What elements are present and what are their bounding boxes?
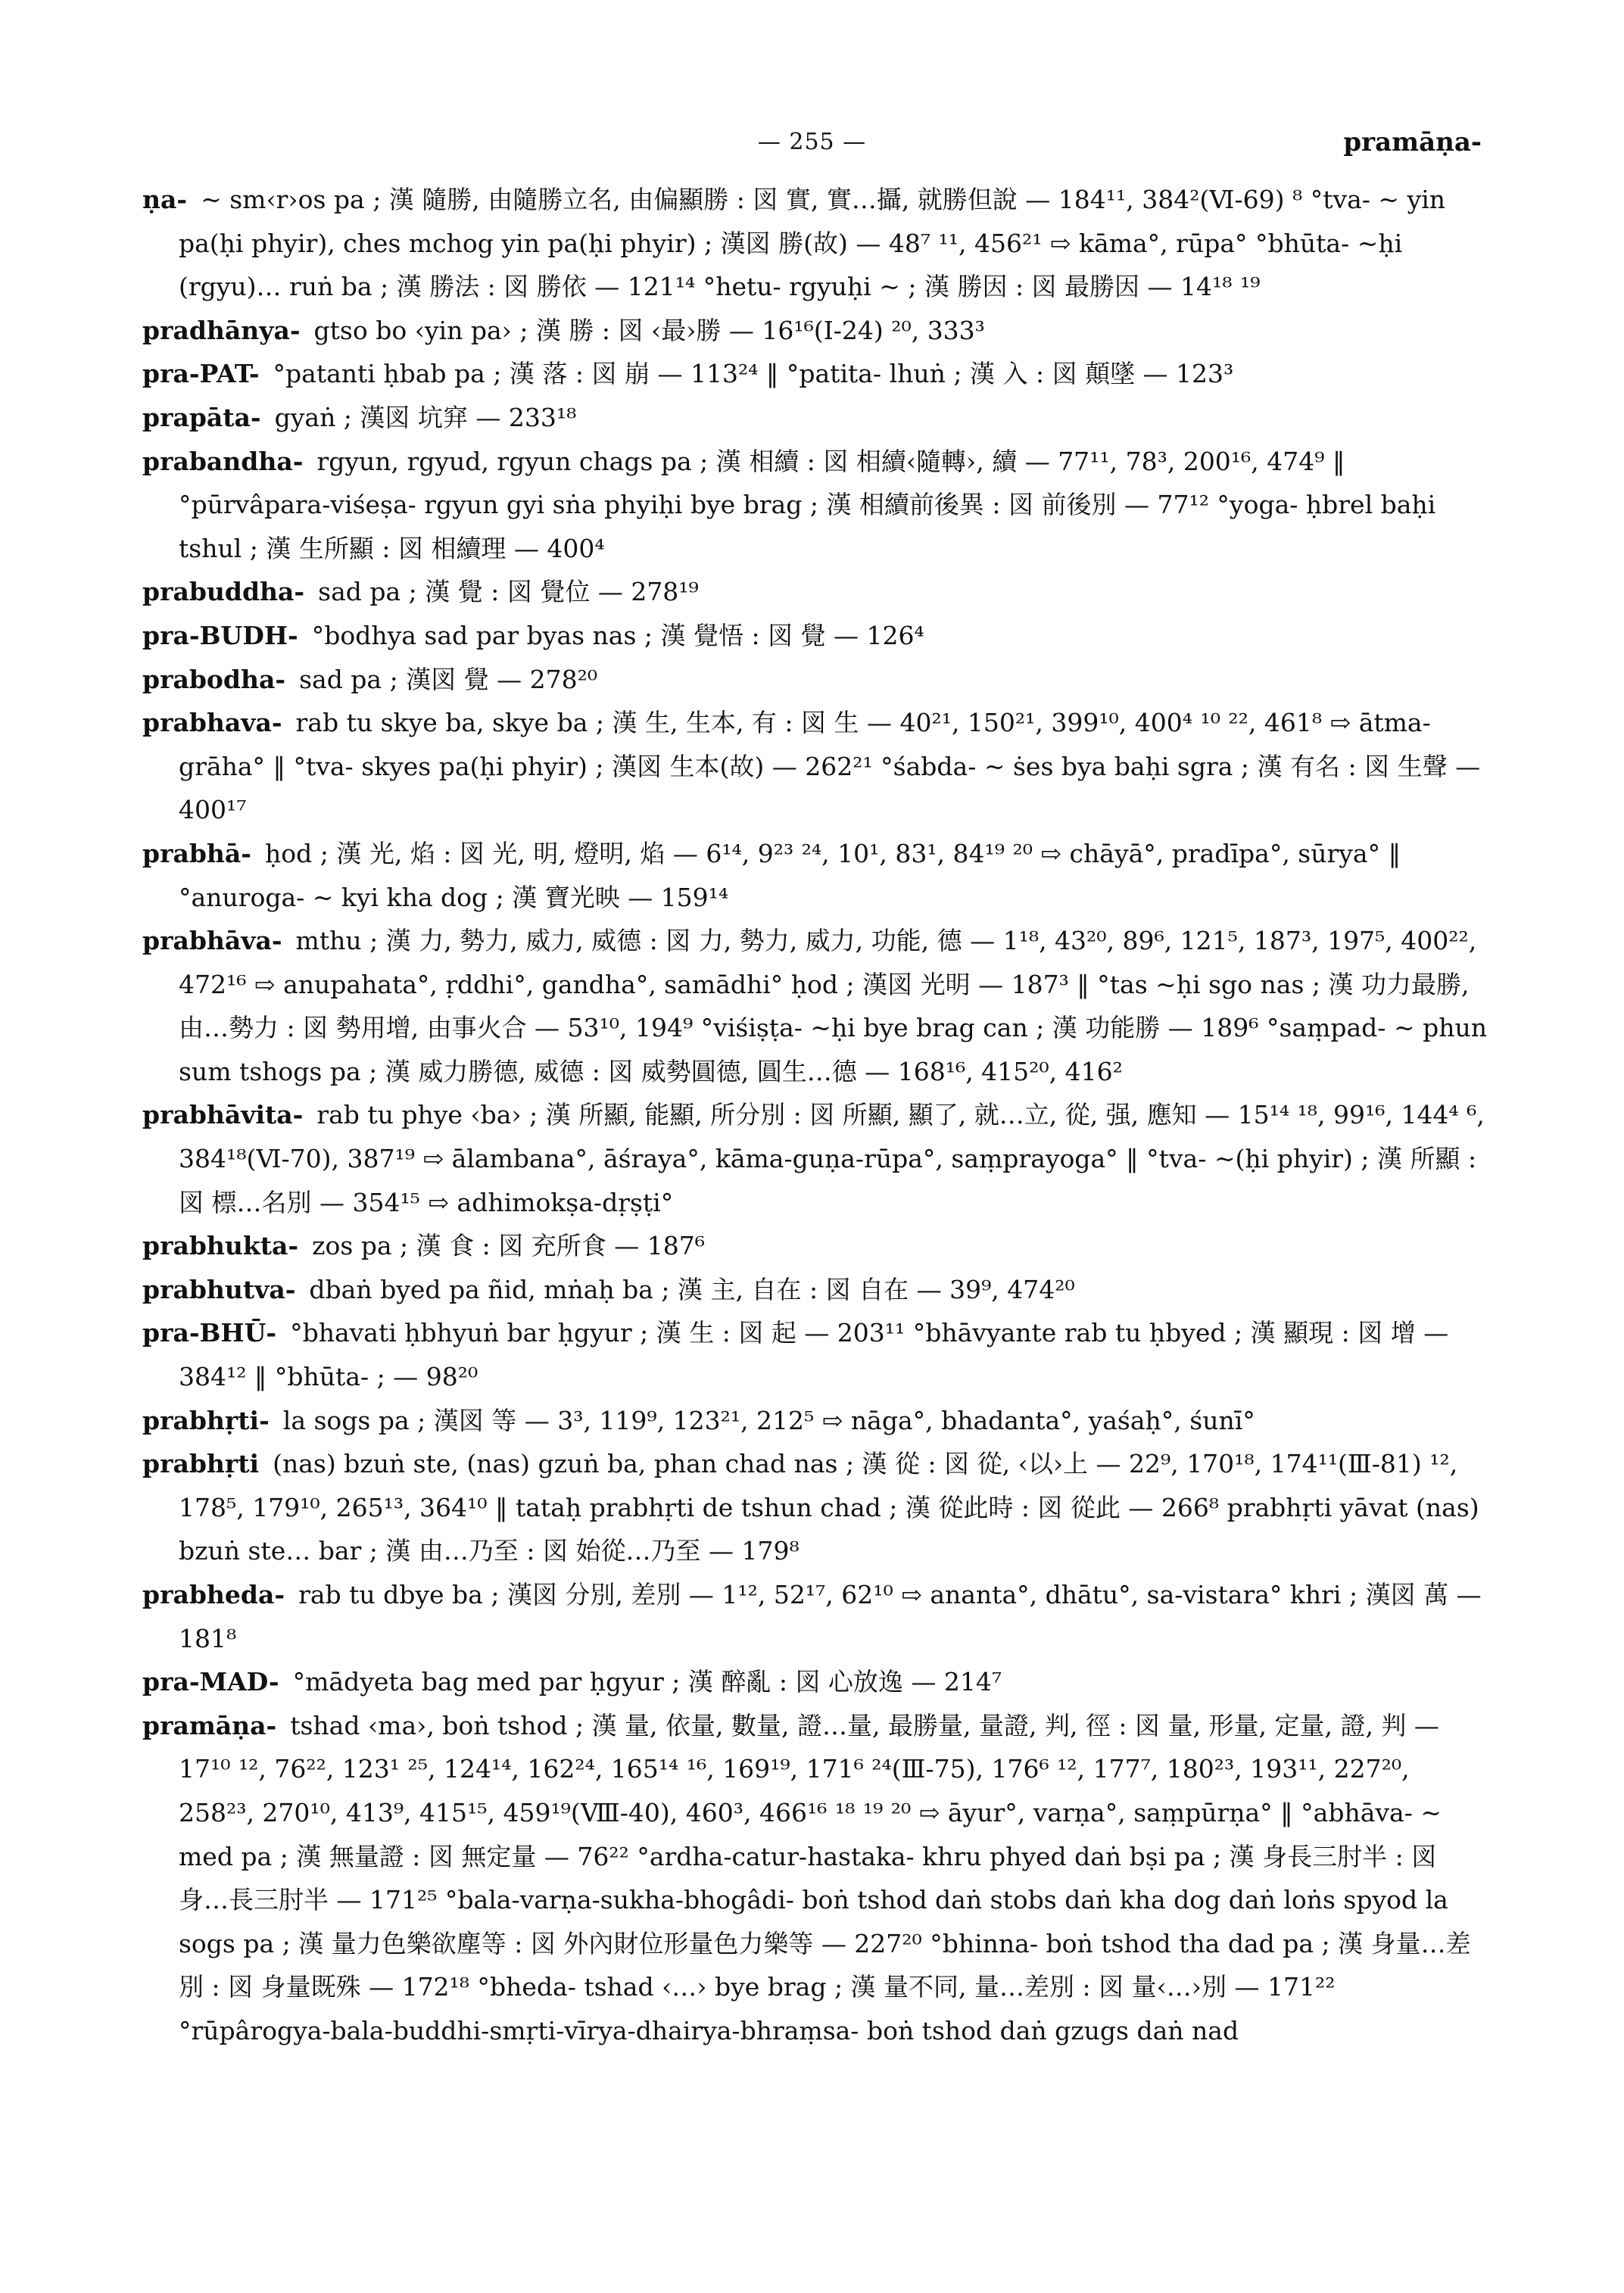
dictionary-entry [142, 178, 1490, 309]
entry-body: (nas) bzuṅ ste, (nas) gzuṅ ba, phan chad nas ; 漢 從 : 図 從, ‹以›上 — 22⁹, 170¹⁸, 174¹¹(Ⅲ-81) ¹², 178⁵, 179¹⁰, 265¹³, 364¹⁰ ‖ tataḥ prabhṛti de tshun chad ; 漢 從此時 : 図 從此 — 266⁸ prabhṛti yāvat (nas) bzuṅ ste… bar ; 漢 由…乃至 : 図 始從…乃至 — 179⁸ [179, 1449, 1479, 1566]
entry-headword: prabhāvita- [142, 1100, 304, 1130]
dictionary-entry [142, 919, 1490, 1093]
entry-body: zos pa ; 漢 食 : 図 充所食 — 187⁶ [312, 1231, 705, 1261]
entry-headword: prabhā- [142, 838, 251, 868]
dictionary-entry [142, 1704, 1490, 2053]
entry-headword: prabhṛti- [142, 1405, 270, 1435]
entry-body: rab tu phye ‹ba› ; 漢 所顯, 能顯, 所分別 : 図 所顯, 顯了, 就…立, 從, 强, 應知 — 15¹⁴ ¹⁸, 99¹⁶, 144⁴ ⁶, 384¹⁸(Ⅵ-70), 387¹⁹ ⇨ ālambana°, āśraya°, kāma-guṇa-rūpa°, saṃprayoga° ‖ °tva- ~(ḥi phyir) ; 漢 所顯 : 図 標…名別 — 354¹⁵ ⇨ adhimokṣa-dṛṣṭi° [179, 1100, 1485, 1217]
dictionary-entry [142, 1399, 1490, 1443]
entry-body: °mādyeta bag med par ḥgyur ; 漢 醉亂 : 図 心放逸 — 214⁷ [292, 1667, 1002, 1697]
entry-headword: prabuddha- [142, 577, 305, 607]
entry-body: ḥod ; 漢 光, 焰 : 図 光, 明, 燈明, 焰 — 6¹⁴, 9²³ ²⁴, 10¹, 83¹, 84¹⁹ ²⁰ ⇨ chāyā°, pradīpa°, sūrya° ‖ °anuroga- ~ kyi kha dog ; 漢 寶光映 — 159¹⁴ [179, 838, 1401, 912]
dictionary-entry [142, 1442, 1490, 1573]
entry-body: rab tu skye ba, skye ba ; 漢 生, 生本, 有 : 図 生 — 40²¹, 150²¹, 399¹⁰, 400⁴ ¹⁰ ²², 461⁸ ⇨ ātma-grāha° ‖ °tva- skyes pa(ḥi phyir) ; 漢図 生本(故) — 262²¹ °śabda- ~ ṡes bya baḥi sgra ; 漢 有名 : 図 生聲 — 400¹⁷ [179, 708, 1481, 825]
entry-list [142, 178, 1490, 2053]
entry-body: rgyun, rgyud, rgyun chags pa ; 漢 相續 : 図 相續‹隨轉›, 續 — 77¹¹, 78³, 200¹⁶, 474⁹ ‖ °pūrvâpara-viśeṣa- rgyun gyi sṅa phyiḥi bye brag ; 漢 相續前後異 : 図 前後別 — 77¹² °yoga- ḥbrel baḥi tshul ; 漢 生所顯 : 図 相續理 — 400⁴ [179, 446, 1436, 563]
dictionary-entry [142, 396, 1490, 440]
entry-body: mthu ; 漢 力, 勢力, 威力, 威德 : 図 力, 勢力, 威力, 功能, 德 — 1¹⁸, 43²⁰, 89⁶, 121⁵, 187³, 197⁵, 400²², 472¹⁶ ⇨ anupahata°, ṛddhi°, gandha°, samādhi° ḥod ; 漢図 光明 — 187³ ‖ °tas ~ḥi sgo nas ; 漢 功力最勝, 由…勢力 : 図 勢用增, 由事火合 — 53¹⁰, 194⁹ °viśiṣṭa- ~ḥi bye brag can ; 漢 功能勝 — 189⁶ °saṃpad- ~ phun sum tshogs pa ; 漢 威力勝德, 威德 : 図 威勢圓德, 圓生…德 — 168¹⁶, 415²⁰, 416² [179, 926, 1487, 1086]
entry-headword: pra-BHŪ- [142, 1318, 277, 1348]
page-number: — 255 — [757, 129, 867, 155]
entry-headword: prabhukta- [142, 1231, 299, 1261]
entry-headword: pra-MAD- [142, 1667, 279, 1697]
entry-body: dbaṅ byed pa ñid, mṅaḥ ba ; 漢 主, 自在 : 図 自在 — 39⁹, 474²⁰ [309, 1274, 1075, 1304]
entry-headword: prabandha- [142, 446, 304, 476]
entry-body: la sogs pa ; 漢図 等 — 3³, 119⁹, 123²¹, 212⁵ ⇨ nāga°, bhadanta°, yaśaḥ°, śunī° [282, 1405, 1255, 1435]
entry-body: rab tu dbye ba ; 漢図 分別, 差別 — 1¹², 52¹⁷, 62¹⁰ ⇨ ananta°, dhātu°, sa-vistara° khri ; 漢図 萬 — 181⁸ [179, 1580, 1482, 1653]
entry-body: ~ sm‹r›os pa ; 漢 隨勝, 由隨勝立名, 由偏顯勝 : 図 實, 實…攝, 就勝但說 — 184¹¹, 384²(Ⅵ-69) ⁸ °tva- ~ yin pa(ḥi phyir), ches mchog yin pa(ḥi phyir) ; 漢図 勝(故) — 48⁷ ¹¹, 456²¹ ⇨ kāma°, rūpa° °bhūta- ~ḥi (rgyu)… ruṅ ba ; 漢 勝法 : 図 勝依 — 121¹⁴ °hetu- rgyuḥi ~ ; 漢 勝因 : 図 最勝因 — 14¹⁸ ¹⁹ [179, 185, 1446, 302]
entry-headword: ṇa- [142, 185, 188, 214]
dictionary-entry [142, 1311, 1490, 1398]
entry-body: tshad ‹ma›, boṅ tshod ; 漢 量, 依量, 數量, 證…量, 最勝量, 量證, 判, 徑 : 図 量, 形量, 定量, 證, 判 — 17¹⁰ ¹², 76²², 123¹ ²⁵, 124¹⁴, 162²⁴, 165¹⁴ ¹⁶, 169¹⁹, 171⁶ ²⁴(Ⅲ-75), 176⁶ ¹², 177⁷, 180²³, 193¹¹, 227²⁰, 258²³, 270¹⁰, 413⁹, 415¹⁵, 459¹⁹(Ⅷ-40), 460³, 466¹⁶ ¹⁸ ¹⁹ ²⁰ ⇨ āyur°, varṇa°, saṃpūrṇa° ‖ °abhāva- ~ med pa ; 漢 無量證 : 図 無定量 — 76²² °ardha-catur-hastaka- khru phyed daṅ bṣi pa ; 漢 身長三肘半 : 図 身…長三肘半 — 171²⁵ °bala-varṇa-sukha-bhogâdi- boṅ tshod daṅ stobs daṅ kha dog daṅ loṅs spyod la sogs pa ; 漢 量力色樂欲塵等 : 図 外內財位形量色力樂等 — 227²⁰ °bhinna- boṅ tshod tha dad pa ; 漢 身量…差別 : 図 身量既殊 — 172¹⁸ °bheda- tshad ‹…› bye brag ; 漢 量不同, 量…差別 : 図 量‹…›別 — 171²² °rūpârogya-bala-buddhi-smṛti-vīrya-dhairya-bhraṃsa- boṅ tshod daṅ gzugs daṅ nad [179, 1710, 1471, 2045]
dictionary-entry [142, 614, 1490, 658]
dictionary-entry [142, 570, 1490, 614]
dictionary-entry [142, 1224, 1490, 1268]
entry-body: sad pa ; 漢図 覺 — 278²⁰ [299, 664, 598, 694]
entry-headword: prapāta- [142, 402, 261, 432]
entry-headword: prabhutva- [142, 1274, 296, 1304]
entry-body: °bodhya sad par byas nas ; 漢 覺悟 : 図 覺 — 126⁴ [311, 620, 924, 650]
entry-body: °bhavati ḥbhyuṅ bar ḥgyur ; 漢 生 : 図 起 — 203¹¹ °bhāvyante rab tu ḥbyed ; 漢 顯現 : 図 增 — 384¹² ‖ °bhūta- ; — 98²⁰ [179, 1318, 1449, 1392]
entry-headword: prabheda- [142, 1580, 285, 1609]
running-head: pramāṇa- [1343, 127, 1482, 157]
dictionary-entry [142, 309, 1490, 353]
entry-body: sad pa ; 漢 覺 : 図 覺位 — 278¹⁹ [318, 577, 699, 607]
entry-headword: pra-BUDH- [142, 620, 298, 650]
entry-headword: pramāṇa- [142, 1710, 277, 1740]
dictionary-entry [142, 440, 1490, 571]
entry-headword: prabhṛti [142, 1449, 260, 1479]
dictionary-entry [142, 1268, 1490, 1312]
dictionary-entry [142, 701, 1490, 832]
entry-headword: prabhava- [142, 708, 282, 738]
dictionary-entry [142, 1660, 1490, 1704]
dictionary-entry [142, 1573, 1490, 1660]
entry-headword: prabhāva- [142, 926, 282, 956]
entry-headword: pradhānya- [142, 315, 301, 345]
entry-body: gyaṅ ; 漢図 坑穽 — 233¹⁸ [274, 402, 577, 432]
dictionary-entry [142, 352, 1490, 396]
dictionary-entry [142, 832, 1490, 919]
entry-headword: pra-PAT- [142, 359, 260, 389]
entry-body: °patanti ḥbab pa ; 漢 落 : 図 崩 — 113²⁴ ‖ °patita- lhuṅ ; 漢 入 : 図 顛墜 — 123³ [273, 359, 1234, 389]
dictionary-entry [142, 658, 1490, 702]
dictionary-entry [142, 1093, 1490, 1224]
entry-headword: prabodha- [142, 664, 286, 694]
entry-body: gtso bo ‹yin pa› ; 漢 勝 : 図 ‹最›勝 — 16¹⁶(Ⅰ-24) ²⁰, 333³ [313, 315, 985, 345]
